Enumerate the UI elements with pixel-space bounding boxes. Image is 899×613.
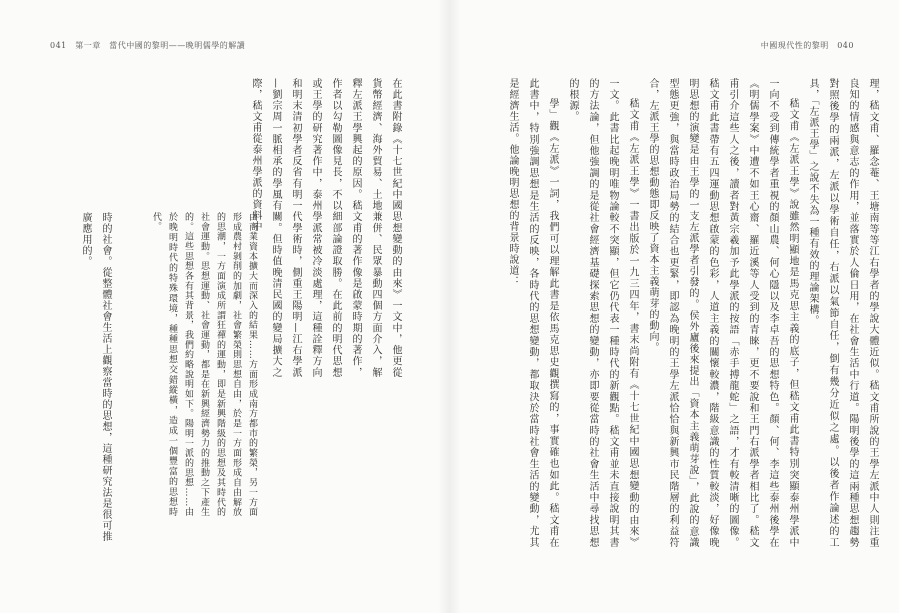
left-body-lower	[25, 212, 115, 542]
left-body-upper	[250, 78, 405, 378]
left-running-head: 041 第一章 當代中國的黎明——晚明儒學的解讀	[50, 41, 246, 50]
right-paragraph: 學」觀《左派》一詞，我們可以理解此書是依馬克思史觀撰寫的，事實確也如此。嵇文甫在此書中，特別強調思想是生活的反映，各時代的思想變動，都取決於當時社會生活的變動，尤其是經濟生活。他論晚明思想的背景時說道：	[507, 78, 558, 548]
block-quote	[120, 212, 260, 517]
book-gutter	[438, 0, 461, 613]
right-running-head: 中國現代性的黎明 040	[760, 41, 854, 50]
right-paragraph: 嵇文甫《左派王學》說雖然明顯地是馬克思主義的底子，但嵇文甫此書特別突顯泰州學派中一向不受到傳統學者重視的顏山農、何心隱以及李卓吾的思想特色。顏、何、李這些泰州後學在《明儒學案》中遭不如王心齋、羅近溪等人受到的青睞，更不要說和王門右派學者相比了。嵇文甫引介這些人之後，讀者對黃宗羲加予此學派的按語「赤手搏龍蛇」之語，才有較清晰的圖像。嵇文甫此書帶有五四運動思想啟蒙的色彩，人道主義的關懷較濃，階級意識的性質較淡，好像晚明思想的演變是由王學的一支左派學者引發的。侯外廬後來提出「資本主義萌芽說」，此說的意識型態更強，與當時政治局勢的結合也更緊，即認為晚明的王學左派恰恰與新興市民階層的利益符合，左派王學的思想動態即反映了資本主義萌芽的動向。	[647, 78, 798, 548]
quote-text: 由商業資本擴大而深入的結果……方面形成南方都市的繁榮，另一方面形成農村剝削的加劇，社會繁榮則思想自由，於是一方面形成自由解放的思潮，一方面演成所謂狂禪的運動，即是新興階級的思想及其時代的社會運動。思想運動、社會運動，都是在新興經濟勢力的推動之下產生的。這些思想各有其背景，我們約略說明如下。陽明一派的思想……由於晚明時代的特殊環境，種種思想交錯縱橫，造成一個豐富的思想時代。	[151, 212, 257, 517]
left-lower-paragraph: 時的社會。從整體社會生活上觀察當時的思想，這種研究法是很可推廣應用的。	[80, 212, 111, 542]
right-paragraph: 嵇文甫《左派王學》一書出版於一九三四年，書末尚附有《十七世紀中國思想變動的由來》一文。此書比起晚明唯物論較不突顯，但它仍代表一種時代的新觀點。嵇文甫並未直接說明其書的方法論，但他強調的是從社會經濟基礎探索思想的變動，亦即要從當時的社會生活中尋找思想的根源。	[567, 78, 638, 548]
left-page	[0, 0, 440, 613]
left-upper-paragraph: 在此書附錄《十七世紀中國思想變動的由來》一文中，他更從貨幣經濟、海外貿易、土地兼併、民眾暴動四個方面介入，解釋左派王學興起的原因。嵇文甫的著作像是啟蒙時期的著作，作者以勾勒圖像見長，不以細部論證取勝。在此前的明代思想或王學的研究著作中，泰州學派常被冷淡處理，這種詮釋方向和明末清初學者反省有明一代學術時，側重王陽明—江右學派—劉宗周一脈相承的學風有關。但時值晚清民國的變局擴大之際，嵇文甫從泰州學派的資料中	[250, 78, 401, 378]
right-paragraph: 理，嵇文甫、羅念菴、王塘南等等江右學者的學說大體近似。嵇文甫所說的王學左派中人則注重良知的情感與意志的作用，並落實於人倫日用，在社會生活中行道。陽明後學的這兩種思想趨勢對照後學的兩派，左派以學術自任，右派以氣節自任，倒有幾分近似之處。以後者作論述的工具，「左派王學」之說不失為一種有效的理論架構。	[807, 78, 878, 548]
right-page	[459, 0, 899, 613]
right-body	[507, 78, 882, 548]
